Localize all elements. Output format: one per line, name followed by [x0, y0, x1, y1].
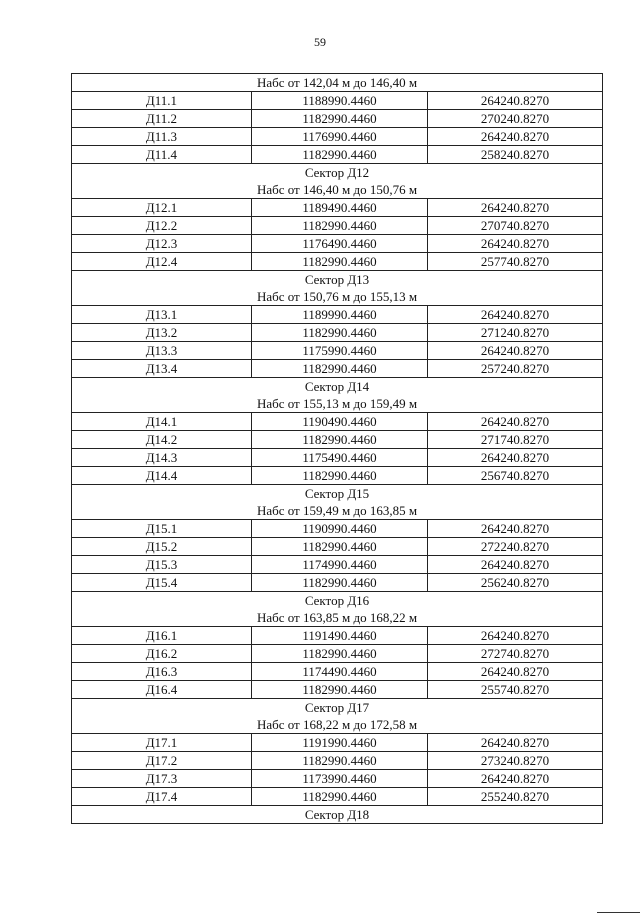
y-coordinate-cell: 255240.8270 [428, 788, 603, 806]
table-row [72, 431, 603, 449]
sector-header-row [72, 485, 603, 520]
table-row [72, 467, 603, 485]
y-coordinate-cell: 264240.8270 [428, 556, 603, 574]
height-range: Набс от 168,22 м до 172,58 м [256, 717, 418, 732]
point-id-cell: Д12.3 [72, 235, 252, 253]
x-coordinate-cell: 1175490.4460 [252, 449, 428, 467]
table-row [72, 574, 603, 592]
x-coordinate-cell: 1182990.4460 [252, 146, 428, 164]
y-coordinate-cell: 264240.8270 [428, 92, 603, 110]
y-coordinate-cell: 255740.8270 [428, 681, 603, 699]
x-coordinate-cell: 1190490.4460 [252, 413, 428, 431]
x-coordinate-cell: 1176490.4460 [252, 235, 428, 253]
table-row [72, 770, 603, 788]
x-coordinate-cell: 1182990.4460 [252, 538, 428, 556]
x-coordinate-cell: 1182990.4460 [252, 645, 428, 663]
x-coordinate-cell: 1174990.4460 [252, 556, 428, 574]
coordinates-table [71, 73, 603, 824]
x-coordinate-cell: 1182990.4460 [252, 217, 428, 235]
table-row [72, 235, 603, 253]
x-coordinate-cell: 1182990.4460 [252, 681, 428, 699]
point-id-cell: Д14.2 [72, 431, 252, 449]
height-range: Набс от 150,76 м до 155,13 м [256, 289, 418, 304]
table-row [72, 788, 603, 806]
point-id-cell: Д11.3 [72, 128, 252, 146]
table-row [72, 520, 603, 538]
y-coordinate-cell: 264240.8270 [428, 449, 603, 467]
point-id-cell: Д17.4 [72, 788, 252, 806]
point-id-cell: Д13.1 [72, 306, 252, 324]
table-row [72, 645, 603, 663]
sector-title: Сектор Д15 [304, 486, 370, 501]
y-coordinate-cell: 264240.8270 [428, 663, 603, 681]
table-row [72, 199, 603, 217]
y-coordinate-cell: 273240.8270 [428, 752, 603, 770]
table-row [72, 413, 603, 431]
x-coordinate-cell: 1190990.4460 [252, 520, 428, 538]
y-coordinate-cell: 272240.8270 [428, 538, 603, 556]
height-range: Набс от 146,40 м до 150,76 м [256, 182, 418, 197]
point-id-cell: Д11.4 [72, 146, 252, 164]
table-row [72, 681, 603, 699]
x-coordinate-cell: 1182990.4460 [252, 324, 428, 342]
sector-header-cell [72, 699, 603, 734]
sector-header-row [72, 378, 603, 413]
y-coordinate-cell: 264240.8270 [428, 627, 603, 645]
y-coordinate-cell: 264240.8270 [428, 413, 603, 431]
height-range: Набс от 159,49 м до 163,85 м [256, 503, 418, 518]
y-coordinate-cell: 264240.8270 [428, 235, 603, 253]
sector-header-row [72, 806, 603, 824]
table-row [72, 253, 603, 271]
y-coordinate-cell: 271740.8270 [428, 431, 603, 449]
table-row [72, 449, 603, 467]
x-coordinate-cell: 1182990.4460 [252, 253, 428, 271]
point-id-cell: Д16.4 [72, 681, 252, 699]
sector-title: Сектор Д12 [304, 165, 370, 180]
height-range: Набс от 142,04 м до 146,40 м [256, 75, 418, 90]
sector-header-row [72, 74, 603, 92]
sector-header-cell [72, 164, 603, 199]
x-coordinate-cell: 1182990.4460 [252, 467, 428, 485]
y-coordinate-cell: 264240.8270 [428, 770, 603, 788]
y-coordinate-cell: 264240.8270 [428, 128, 603, 146]
point-id-cell: Д16.1 [72, 627, 252, 645]
point-id-cell: Д17.3 [72, 770, 252, 788]
y-coordinate-cell: 258240.8270 [428, 146, 603, 164]
sector-header-row [72, 164, 603, 199]
x-coordinate-cell: 1189490.4460 [252, 199, 428, 217]
sector-header-row [72, 271, 603, 306]
sector-header-cell [72, 271, 603, 306]
point-id-cell: Д12.2 [72, 217, 252, 235]
table-row [72, 217, 603, 235]
table-row [72, 663, 603, 681]
x-coordinate-cell: 1189990.4460 [252, 306, 428, 324]
sector-header-cell [72, 378, 603, 413]
table-row [72, 556, 603, 574]
x-coordinate-cell: 1182990.4460 [252, 360, 428, 378]
y-coordinate-cell: 264240.8270 [428, 342, 603, 360]
table-row [72, 146, 603, 164]
x-coordinate-cell: 1182990.4460 [252, 110, 428, 128]
point-id-cell: Д14.1 [72, 413, 252, 431]
sector-header-cell [72, 806, 603, 824]
point-id-cell: Д17.2 [72, 752, 252, 770]
sector-header-cell [72, 485, 603, 520]
y-coordinate-cell: 264240.8270 [428, 734, 603, 752]
height-range: Набс от 155,13 м до 159,49 м [256, 396, 418, 411]
point-id-cell: Д15.4 [72, 574, 252, 592]
x-coordinate-cell: 1191490.4460 [252, 627, 428, 645]
point-id-cell: Д12.1 [72, 199, 252, 217]
point-id-cell: Д15.3 [72, 556, 252, 574]
point-id-cell: Д13.4 [72, 360, 252, 378]
point-id-cell: Д16.3 [72, 663, 252, 681]
y-coordinate-cell: 256240.8270 [428, 574, 603, 592]
y-coordinate-cell: 270740.8270 [428, 217, 603, 235]
point-id-cell: Д14.3 [72, 449, 252, 467]
table-row [72, 128, 603, 146]
height-range: Набс от 163,85 м до 168,22 м [256, 610, 418, 625]
sector-header-cell [72, 74, 603, 92]
point-id-cell: Д14.4 [72, 467, 252, 485]
point-id-cell: Д12.4 [72, 253, 252, 271]
point-id-cell: Д11.2 [72, 110, 252, 128]
y-coordinate-cell: 272740.8270 [428, 645, 603, 663]
y-coordinate-cell: 256740.8270 [428, 467, 603, 485]
sector-title: Сектор Д18 [304, 807, 370, 822]
x-coordinate-cell: 1175990.4460 [252, 342, 428, 360]
table-row [72, 627, 603, 645]
point-id-cell: Д13.2 [72, 324, 252, 342]
point-id-cell: Д16.2 [72, 645, 252, 663]
sector-header-cell [72, 592, 603, 627]
x-coordinate-cell: 1191990.4460 [252, 734, 428, 752]
coordinates-table-body [72, 74, 603, 824]
y-coordinate-cell: 264240.8270 [428, 199, 603, 217]
y-coordinate-cell: 264240.8270 [428, 520, 603, 538]
x-coordinate-cell: 1176990.4460 [252, 128, 428, 146]
point-id-cell: Д17.1 [72, 734, 252, 752]
page-number: 59 [314, 35, 326, 49]
point-id-cell: Д11.1 [72, 92, 252, 110]
x-coordinate-cell: 1182990.4460 [252, 431, 428, 449]
y-coordinate-cell: 257740.8270 [428, 253, 603, 271]
y-coordinate-cell: 271240.8270 [428, 324, 603, 342]
coordinates-table-container [71, 73, 602, 824]
table-row [72, 324, 603, 342]
page-edge-mark [597, 912, 640, 913]
table-row [72, 734, 603, 752]
y-coordinate-cell: 264240.8270 [428, 306, 603, 324]
table-row [72, 306, 603, 324]
x-coordinate-cell: 1173990.4460 [252, 770, 428, 788]
x-coordinate-cell: 1182990.4460 [252, 574, 428, 592]
sector-header-row [72, 592, 603, 627]
point-id-cell: Д13.3 [72, 342, 252, 360]
x-coordinate-cell: 1182990.4460 [252, 788, 428, 806]
x-coordinate-cell: 1188990.4460 [252, 92, 428, 110]
x-coordinate-cell: 1174490.4460 [252, 663, 428, 681]
y-coordinate-cell: 257240.8270 [428, 360, 603, 378]
sector-header-row [72, 699, 603, 734]
table-row [72, 342, 603, 360]
table-row [72, 538, 603, 556]
point-id-cell: Д15.2 [72, 538, 252, 556]
table-row [72, 92, 603, 110]
table-row [72, 360, 603, 378]
sector-title: Сектор Д16 [304, 593, 370, 608]
sector-title: Сектор Д17 [304, 700, 370, 715]
table-row [72, 752, 603, 770]
table-row [72, 110, 603, 128]
point-id-cell: Д15.1 [72, 520, 252, 538]
sector-title: Сектор Д13 [304, 272, 370, 287]
sector-title: Сектор Д14 [304, 379, 370, 394]
x-coordinate-cell: 1182990.4460 [252, 752, 428, 770]
y-coordinate-cell: 270240.8270 [428, 110, 603, 128]
